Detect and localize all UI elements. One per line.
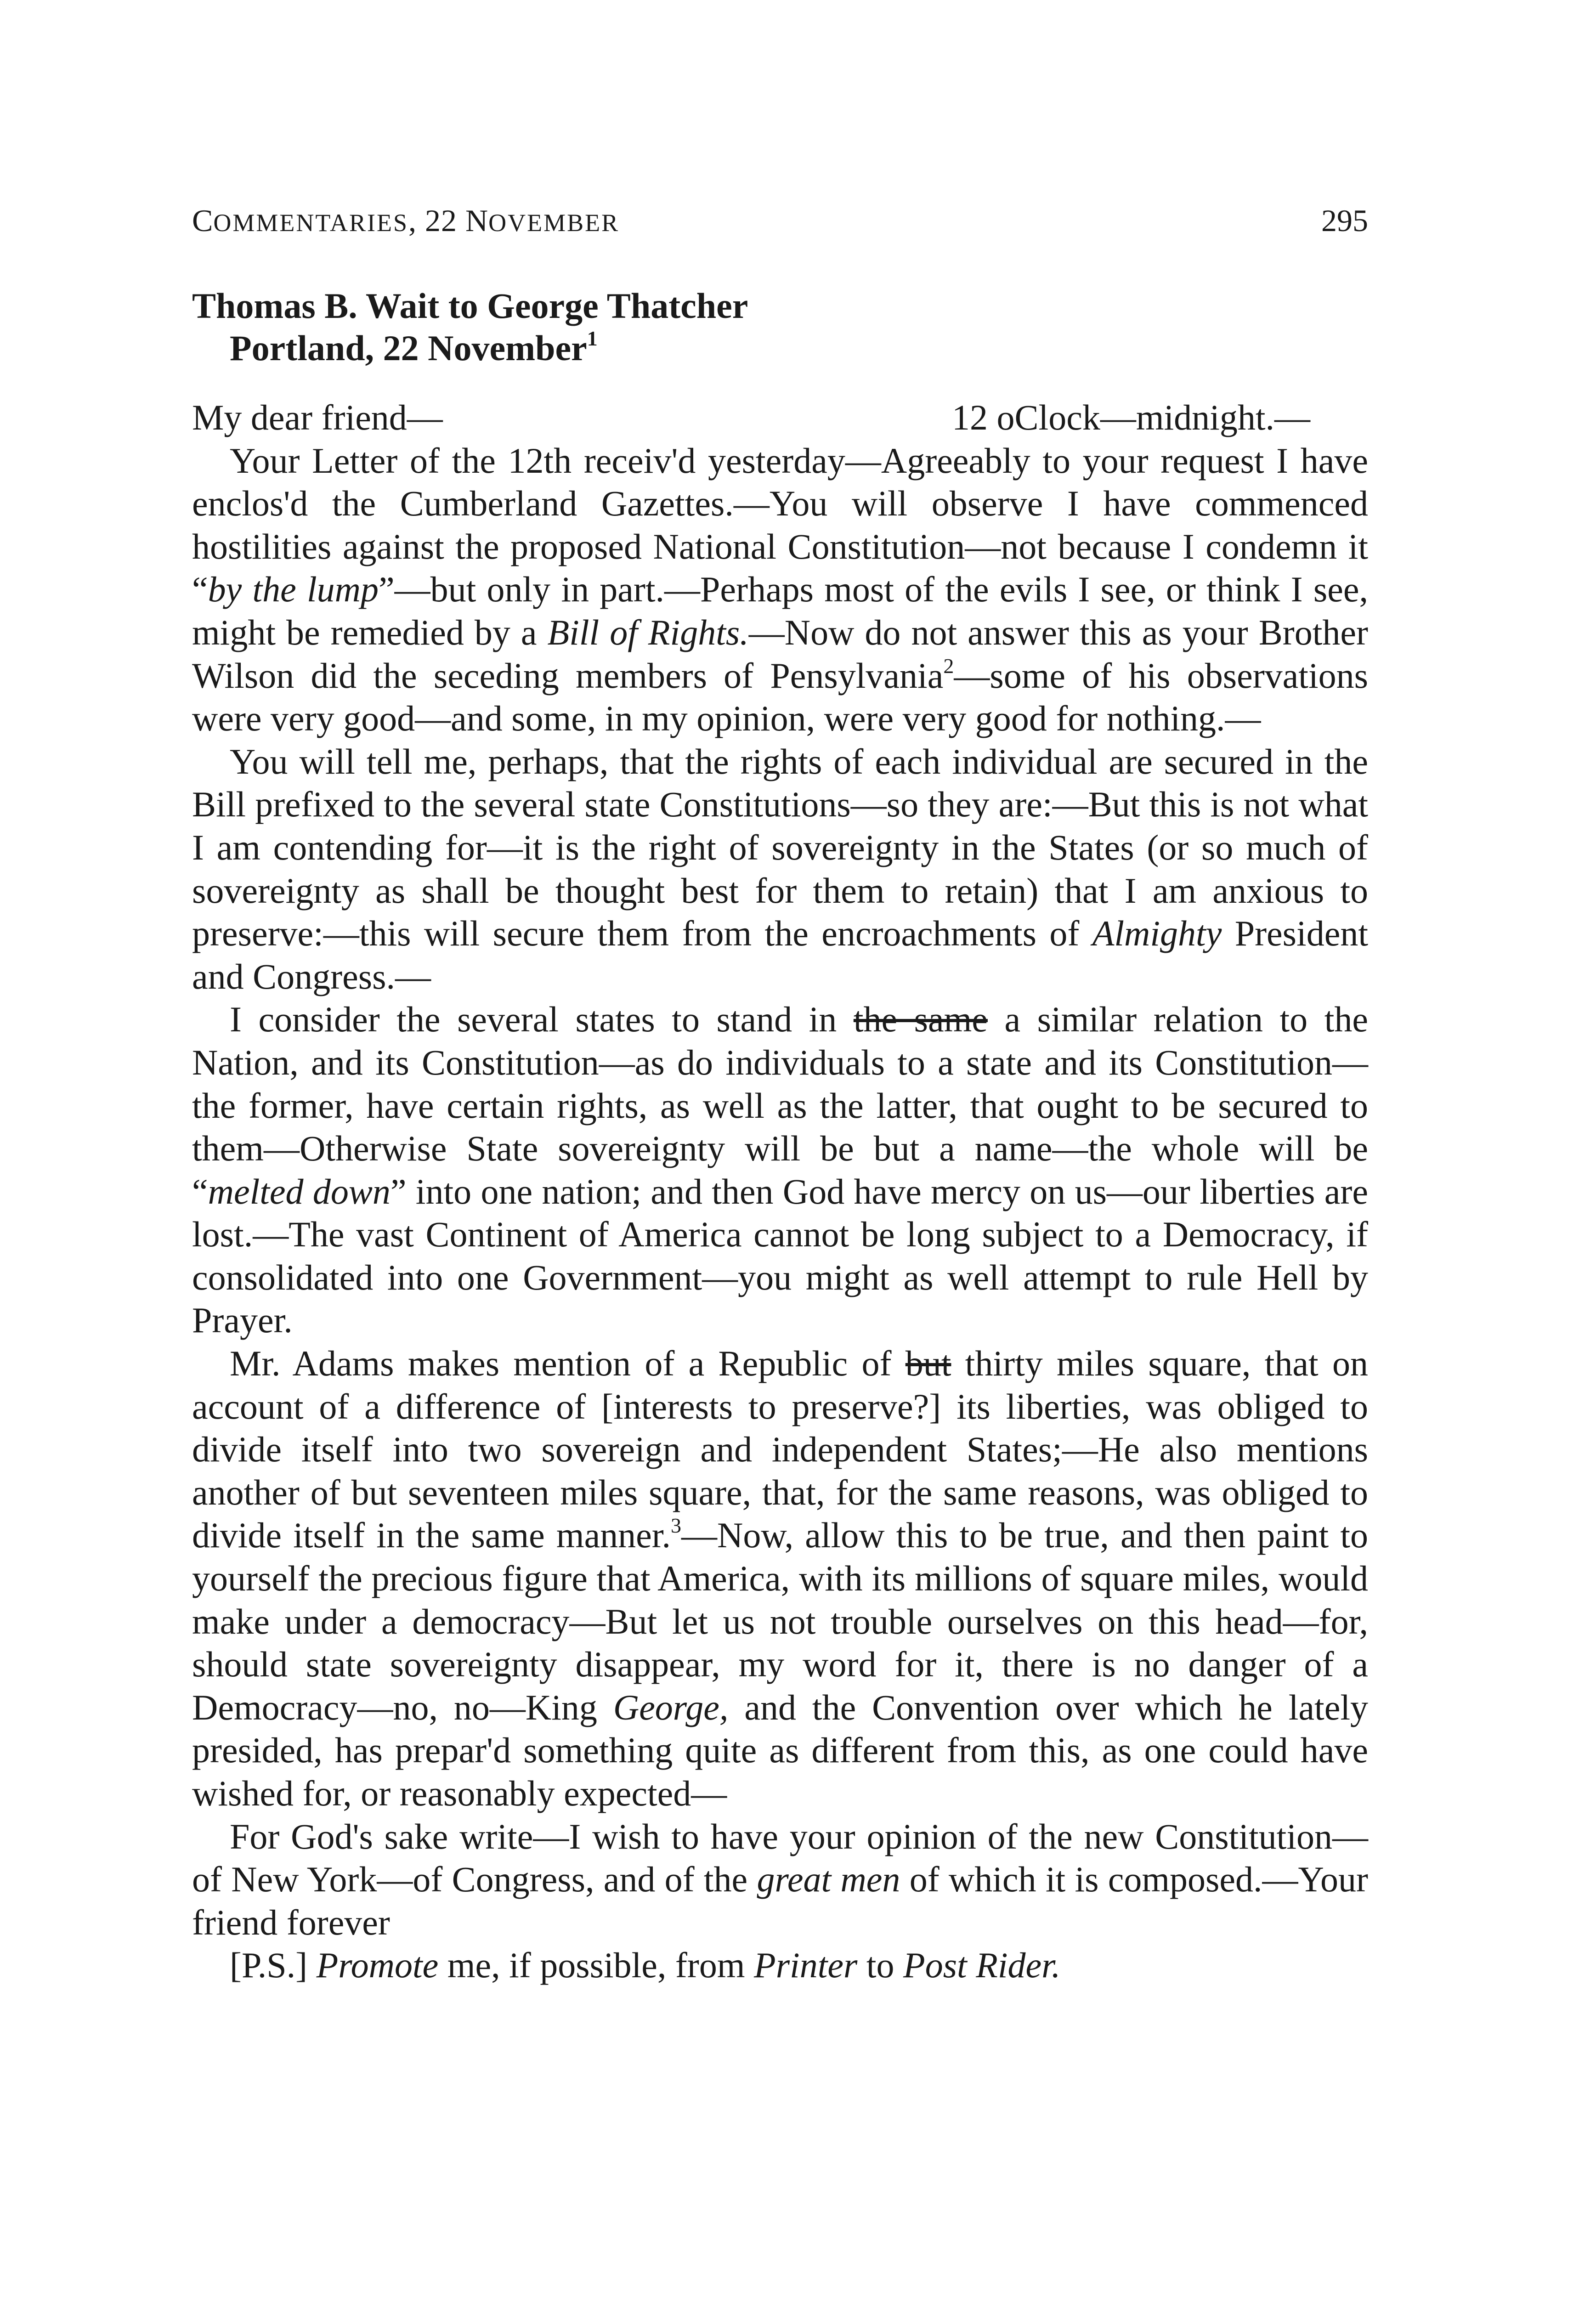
dateline: 12 oClock—midnight.— xyxy=(952,397,1310,437)
salutation: My dear friend— xyxy=(192,397,443,437)
paragraph-5: For God's sake write—I wish to have your opinion of the new Constitution—of New York—of Congress, and of the great men of which it is composed.—Your friend forever xyxy=(192,1816,1368,1942)
italic-phrase: Promote xyxy=(316,1945,439,1986)
paragraph-3: I consider the several states to stand in the same a similar relation to the Nation, and its Constitution—as do individuals to a state and its Constitution—the former, have certain rights, as well as the latter, that ought to be secured to them—Otherwise State sovereignty will be but a name—the whole will be “melted down” into one nation; and then God have mercy on us—our liberties are lost.—The vast Continent of America cannot be long subject to a Democracy, if consolidated into one Government—you might as well attempt to rule Hell by Prayer. xyxy=(192,999,1368,1341)
paragraph-1: Your Letter of the 12th receiv'd yesterday—Agreeably to your request I have enclos'd the Cumberland Gazettes.—You will observe I have commenced hostilities against the proposed National Constitution—not because I condemn it “by the lump”—but only in part.—Perhaps most of the evils I see, or think I see, might be remedied by a Bill of Rights.—Now do not answer this as your Brother Wilson did the seceding members of Pensylvania$^2$—some of his observations were very good—and some, in my opinion, were very good for nothing.— xyxy=(192,440,1369,739)
letter-body xyxy=(192,396,1368,1987)
italic-phrase: Printer xyxy=(754,1945,858,1986)
struck-text: but xyxy=(905,1343,951,1384)
paragraph-4: Mr. Adams makes mention of a Republic of but thirty miles square, that on account of a difference of [interests to preserve?] its liberties, was obliged to divide itself into two sovereign and independent States;—He also mentions another of but seventeen miles square, that, for the same reasons, was obliged to divide itself in the same manner.$^3$—Now, allow this to be true, and then paint to yourself the precious figure that America, with its millions of square miles, would make under a democracy—But let us not trouble ourselves on this head—for, should state sovereignty disappear, my word for it, there is no danger of a Democracy—no, no—King George, and the Convention over which he lately presided, has prepar'd something quite as different from this, as one could have wished for, or reasonably expected— xyxy=(192,1343,1369,1813)
footnote-ref-2: 2 xyxy=(943,654,954,678)
page-number: 295 xyxy=(1321,203,1368,238)
italic-phrase: great men xyxy=(757,1859,900,1900)
struck-text: the same xyxy=(853,999,988,1040)
running-head-title: COMMENTARIES, 22 NOVEMBER xyxy=(192,203,620,238)
italic-phrase: George, xyxy=(613,1687,729,1727)
italic-phrase: by the lump xyxy=(208,569,379,610)
running-head xyxy=(192,202,1368,241)
footnote-ref-3: 3 xyxy=(670,1514,681,1538)
italic-phrase: Bill of Rights. xyxy=(547,612,749,652)
paragraph-2: You will tell me, perhaps, that the rights of each individual are secured in the Bill prefixed to the several state Constitutions—so they are:—But this is not what I am contending for—it is the right of sovereignty in the States (or so much of sovereignty as shall be thought best for them to retain) that I am anxious to preserve:—this will secure them from the encroachments of Almighty President and Congress.— xyxy=(192,741,1368,996)
italic-phrase: melted down xyxy=(208,1171,391,1211)
salutation-line xyxy=(192,396,1368,439)
document-heading xyxy=(192,285,748,369)
footnote-ref-1: 1 xyxy=(587,327,598,350)
postscript: [P.S.] Promote me, if possible, from Printer to Post Rider. xyxy=(230,1945,1061,1986)
heading-line-2: Portland, 22 November$^1$ xyxy=(230,327,598,368)
italic-phrase: Post Rider. xyxy=(903,1945,1061,1986)
italic-phrase: Almighty xyxy=(1092,913,1222,954)
heading-line-1: Thomas B. Wait to George Thatcher xyxy=(192,286,748,326)
